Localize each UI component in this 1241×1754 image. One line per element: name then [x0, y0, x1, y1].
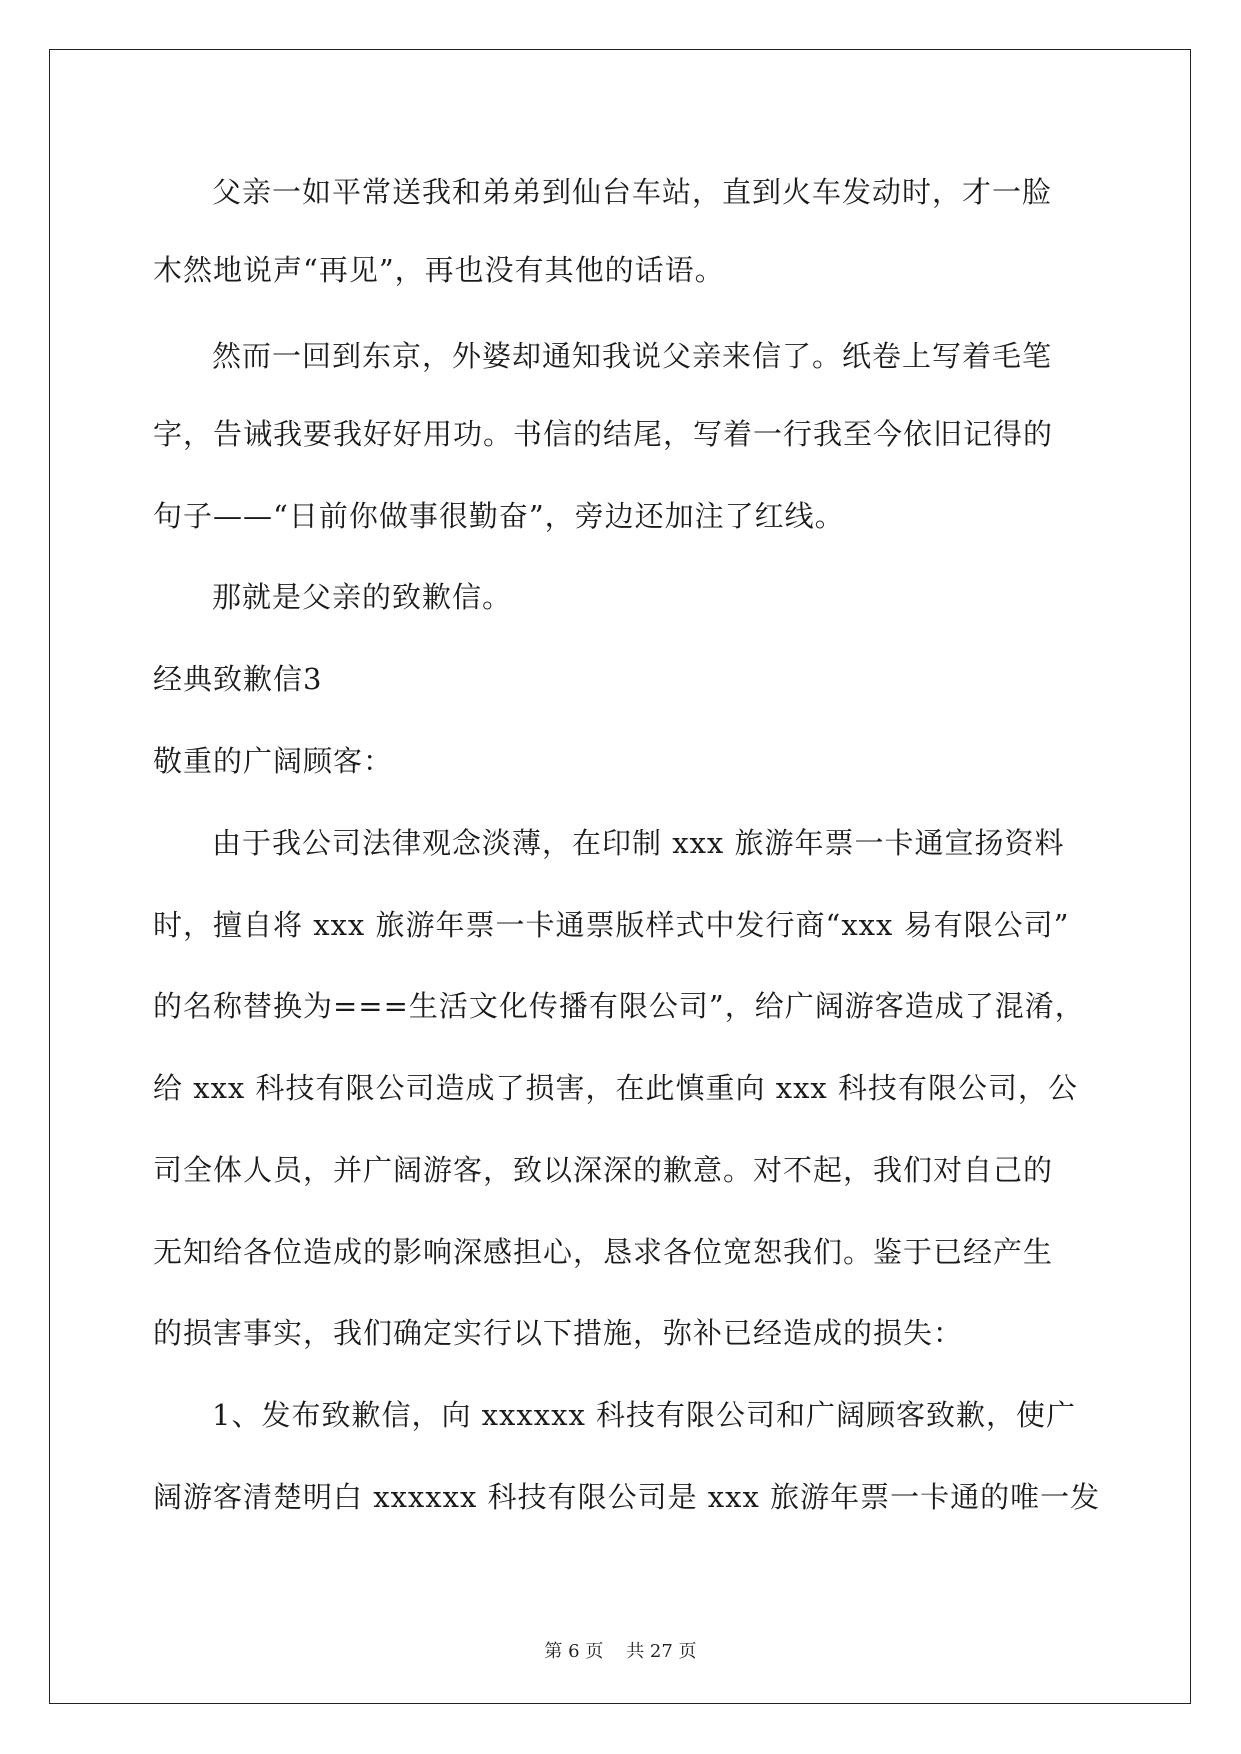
text-line: 句子——“日前你做事很勤奋”，旁边还加注了红线。	[153, 499, 845, 533]
page-frame	[49, 49, 1191, 1704]
text-line: 给 xxx 科技有限公司造成了损害，在此慎重向 xxx 科技有限公司，公	[153, 1071, 1079, 1105]
text-line: 由于我公司法律观念淡薄，在印制 xxx 旅游年票一卡通宣扬资料	[212, 826, 1065, 860]
list-item-text: 1、发布致歉信，向 xxxxxx 科技有限公司和广阔顾客致歉，使广	[212, 1398, 1077, 1432]
text-line: 时，擅自将 xxx 旅游年票一卡通票版样式中发行商“xxx 易有限公司”	[153, 908, 1070, 942]
text-line: 无知给各位造成的影响深感担心，恳求各位宽恕我们。鉴于已经产生	[153, 1235, 1054, 1269]
salutation: 敬重的广阔顾客：	[153, 744, 394, 778]
text-line: 那就是父亲的致歉信。	[212, 580, 513, 614]
text-line: 的损害事实，我们确定实行以下措施，弥补已经造成的损失：	[153, 1316, 964, 1350]
text-line: 木然地说声“再见”，再也没有其他的话语。	[153, 253, 725, 287]
text-line: 然而一回到东京，外婆却通知我说父亲来信了。纸卷上写着毛笔	[212, 339, 1053, 373]
text-line: 司全体人员，并广阔游客，致以深深的歉意。对不起，我们对自己的	[153, 1153, 1054, 1187]
page-number-footer: 第 6 页 共 27 页	[544, 1641, 697, 1662]
list-item-text: 阔游客清楚明白 xxxxxx 科技有限公司是 xxx 旅游年票一卡通的唯一发	[153, 1480, 1101, 1514]
text-line: 的名称替换为===生活文化传播有限公司”，给广阔游客造成了混淆，	[153, 989, 1085, 1023]
text-line: 父亲一如平常送我和弟弟到仙台车站，直到火车发动时，才一脸	[212, 175, 1053, 209]
text-line: 字，告诫我要我好好用功。书信的结尾，写着一行我至今依旧记得的	[153, 417, 1054, 451]
section-heading: 经典致歉信3	[153, 662, 323, 696]
